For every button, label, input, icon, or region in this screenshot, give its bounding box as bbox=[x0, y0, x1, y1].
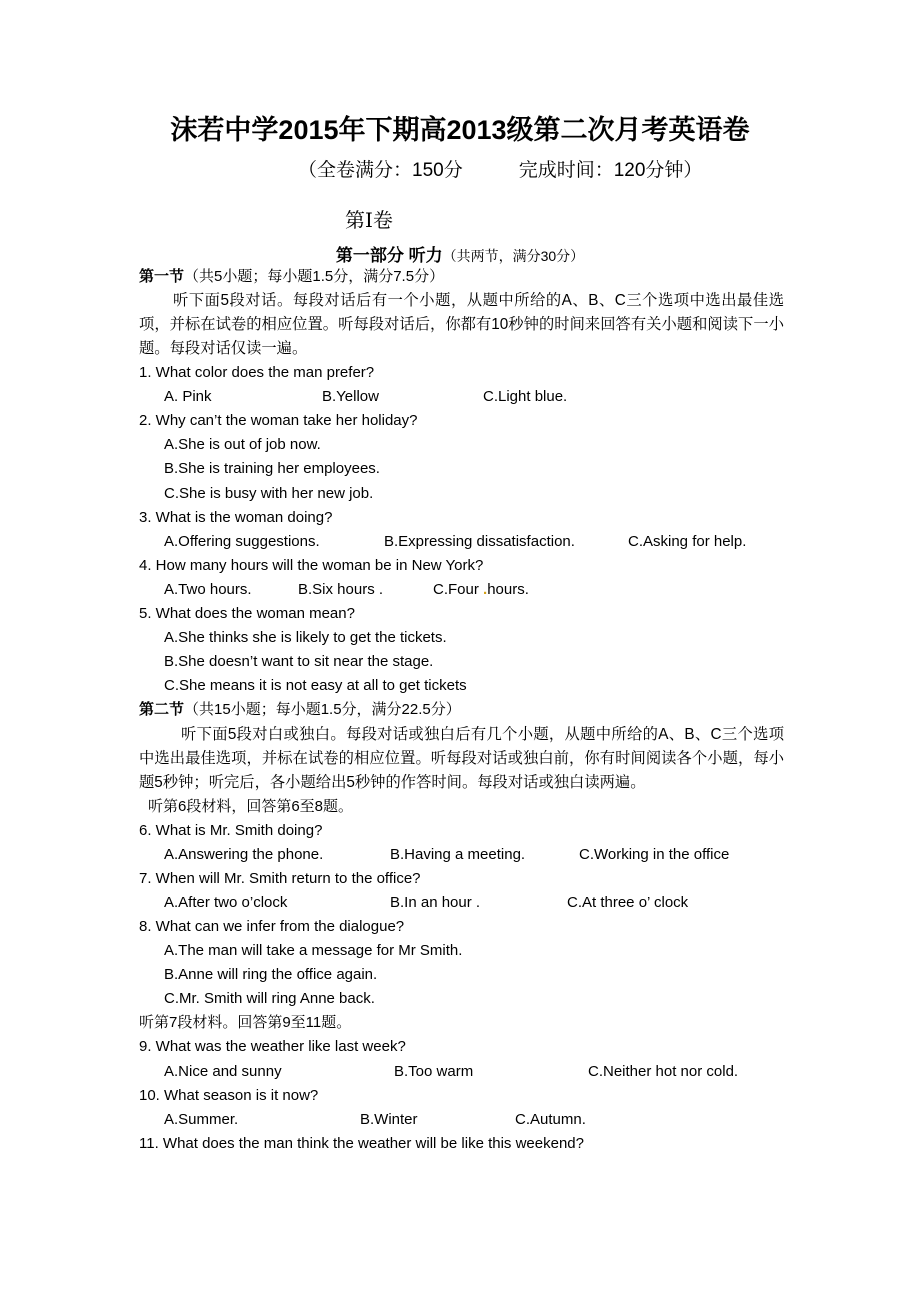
option-b: B.Yellow bbox=[322, 388, 379, 406]
question-4-options bbox=[139, 578, 784, 602]
option-b: B.Winter bbox=[360, 1110, 418, 1128]
question-2-option-b: B.She is training her employees. bbox=[164, 460, 380, 478]
option-c: C.Autumn. bbox=[515, 1110, 586, 1128]
section1-label: 第一节 bbox=[139, 268, 185, 285]
option-b: B.Having a meeting. bbox=[390, 845, 526, 863]
question-3-stem: 3. What is the woman doing? bbox=[139, 508, 333, 526]
section2-heading bbox=[139, 698, 784, 722]
section2-info: （共15小题；每小题1.5分，满分22.5分） bbox=[184, 701, 461, 719]
exam-title: 沫若中学2015年下期高2013级第二次月考英语卷 bbox=[170, 115, 750, 145]
option-b: B.Too warm bbox=[394, 1062, 474, 1080]
question-10-options bbox=[139, 1108, 784, 1132]
section2-label: 第二节 bbox=[139, 701, 185, 719]
option-a: A.Nice and sunny bbox=[164, 1062, 282, 1080]
option-a: A.Summer. bbox=[164, 1110, 239, 1128]
question-8-option-a: A.The man will take a message for Mr Smith. bbox=[164, 942, 463, 960]
question-9-options bbox=[139, 1060, 784, 1084]
question-7-stem: 7. When will Mr. Smith return to the office? bbox=[139, 869, 421, 887]
option-a: A.Two hours. bbox=[164, 580, 252, 598]
option-c: C.Neither hot nor cold. bbox=[588, 1062, 739, 1080]
stray-mark: . bbox=[483, 580, 488, 598]
time-limit: 完成时间：120分钟） bbox=[518, 160, 703, 181]
question-2-stem: 2. Why can’t the woman take her holiday? bbox=[139, 412, 418, 430]
material-7-instruction: 听第7段材料。回答第9至11题。 bbox=[139, 1014, 352, 1032]
option-c-part2: hours. bbox=[487, 580, 529, 598]
question-2-option-a: A.She is out of job now. bbox=[164, 436, 321, 454]
option-c: C.Asking for help. bbox=[628, 532, 747, 550]
question-8-stem: 8. What can we infer from the dialogue? bbox=[139, 917, 405, 935]
question-5-option-b: B.She doesn’t want to sit near the stage. bbox=[164, 653, 434, 671]
question-5-stem: 5. What does the woman mean? bbox=[139, 605, 355, 623]
section2-instructions: 听下面5段对白或独白。每段对话或独白后有几个小题，从题中所给的A、B、C三个选项中选出最佳选项，并标在试卷的相应位置。听每段对话或独白前，你有时间阅读各个小题，每小题5秒钟；听完后，各小题给出5秒钟的作答时间。每段对话或独白读两遍。 bbox=[139, 725, 784, 791]
question-5-option-a: A.She thinks she is likely to get the tickets. bbox=[164, 629, 447, 647]
option-b: B.Expressing dissatisfaction. bbox=[384, 532, 575, 550]
option-a: A.Answering the phone. bbox=[164, 845, 324, 863]
option-c: C.Working in the office bbox=[579, 845, 730, 863]
part-title: 第一部分 听力 bbox=[335, 246, 443, 265]
option-c: C.Light blue. bbox=[483, 388, 568, 406]
question-6-options bbox=[139, 843, 784, 867]
section1-heading bbox=[139, 265, 784, 289]
section1-instructions: 听下面5段对话。每段对话后有一个小题，从题中所给的A、B、C三个选项中选出最佳选项，并标在试卷的相应位置。听每段对话后，你都有10秒钟的时间来回答有关小题和阅读下一小题。每段对话仅读一遍。 bbox=[139, 292, 784, 358]
volume-label: 第I卷 bbox=[345, 208, 393, 232]
exam-subtitle bbox=[298, 157, 702, 185]
question-3-options bbox=[139, 530, 784, 554]
option-a: A. Pink bbox=[164, 388, 212, 406]
option-c bbox=[433, 578, 529, 602]
question-8-option-c: C.Mr. Smith will ring Anne back. bbox=[164, 990, 375, 1008]
question-7-options bbox=[139, 891, 784, 915]
section1-info: （共5小题；每小题1.5分，满分7.5分） bbox=[184, 268, 445, 285]
question-9-stem: 9. What was the weather like last week? bbox=[139, 1038, 406, 1056]
question-5-option-c: C.She means it is not easy at all to get tickets bbox=[164, 677, 467, 695]
option-b: B.Six hours . bbox=[298, 580, 384, 598]
question-10-stem: 10. What season is it now? bbox=[139, 1086, 319, 1104]
exam-content bbox=[139, 265, 784, 1156]
question-1-stem: 1. What color does the man prefer? bbox=[139, 364, 375, 382]
material-6-instruction: 听第6段材料，回答第6至8题。 bbox=[148, 797, 354, 815]
option-b: B.In an hour . bbox=[390, 893, 481, 911]
part-note: （共两节，满分30分） bbox=[442, 248, 585, 264]
question-6-stem: 6. What is Mr. Smith doing? bbox=[139, 821, 323, 839]
question-1-options bbox=[139, 385, 784, 409]
option-c-part1: C.Four bbox=[433, 580, 479, 598]
question-11-stem: 11. What does the man think the weather will be like this weekend? bbox=[139, 1134, 584, 1152]
question-4-stem: 4. How many hours will the woman be in New York? bbox=[139, 556, 484, 574]
question-8-option-b: B.Anne will ring the office again. bbox=[164, 966, 378, 984]
full-score: （全卷满分：150分 bbox=[298, 160, 463, 181]
question-2-option-c: C.She is busy with her new job. bbox=[164, 484, 374, 502]
option-c: C.At three o’ clock bbox=[567, 893, 689, 911]
option-a: A.After two o’clock bbox=[164, 893, 288, 911]
option-a: A.Offering suggestions. bbox=[164, 532, 320, 550]
